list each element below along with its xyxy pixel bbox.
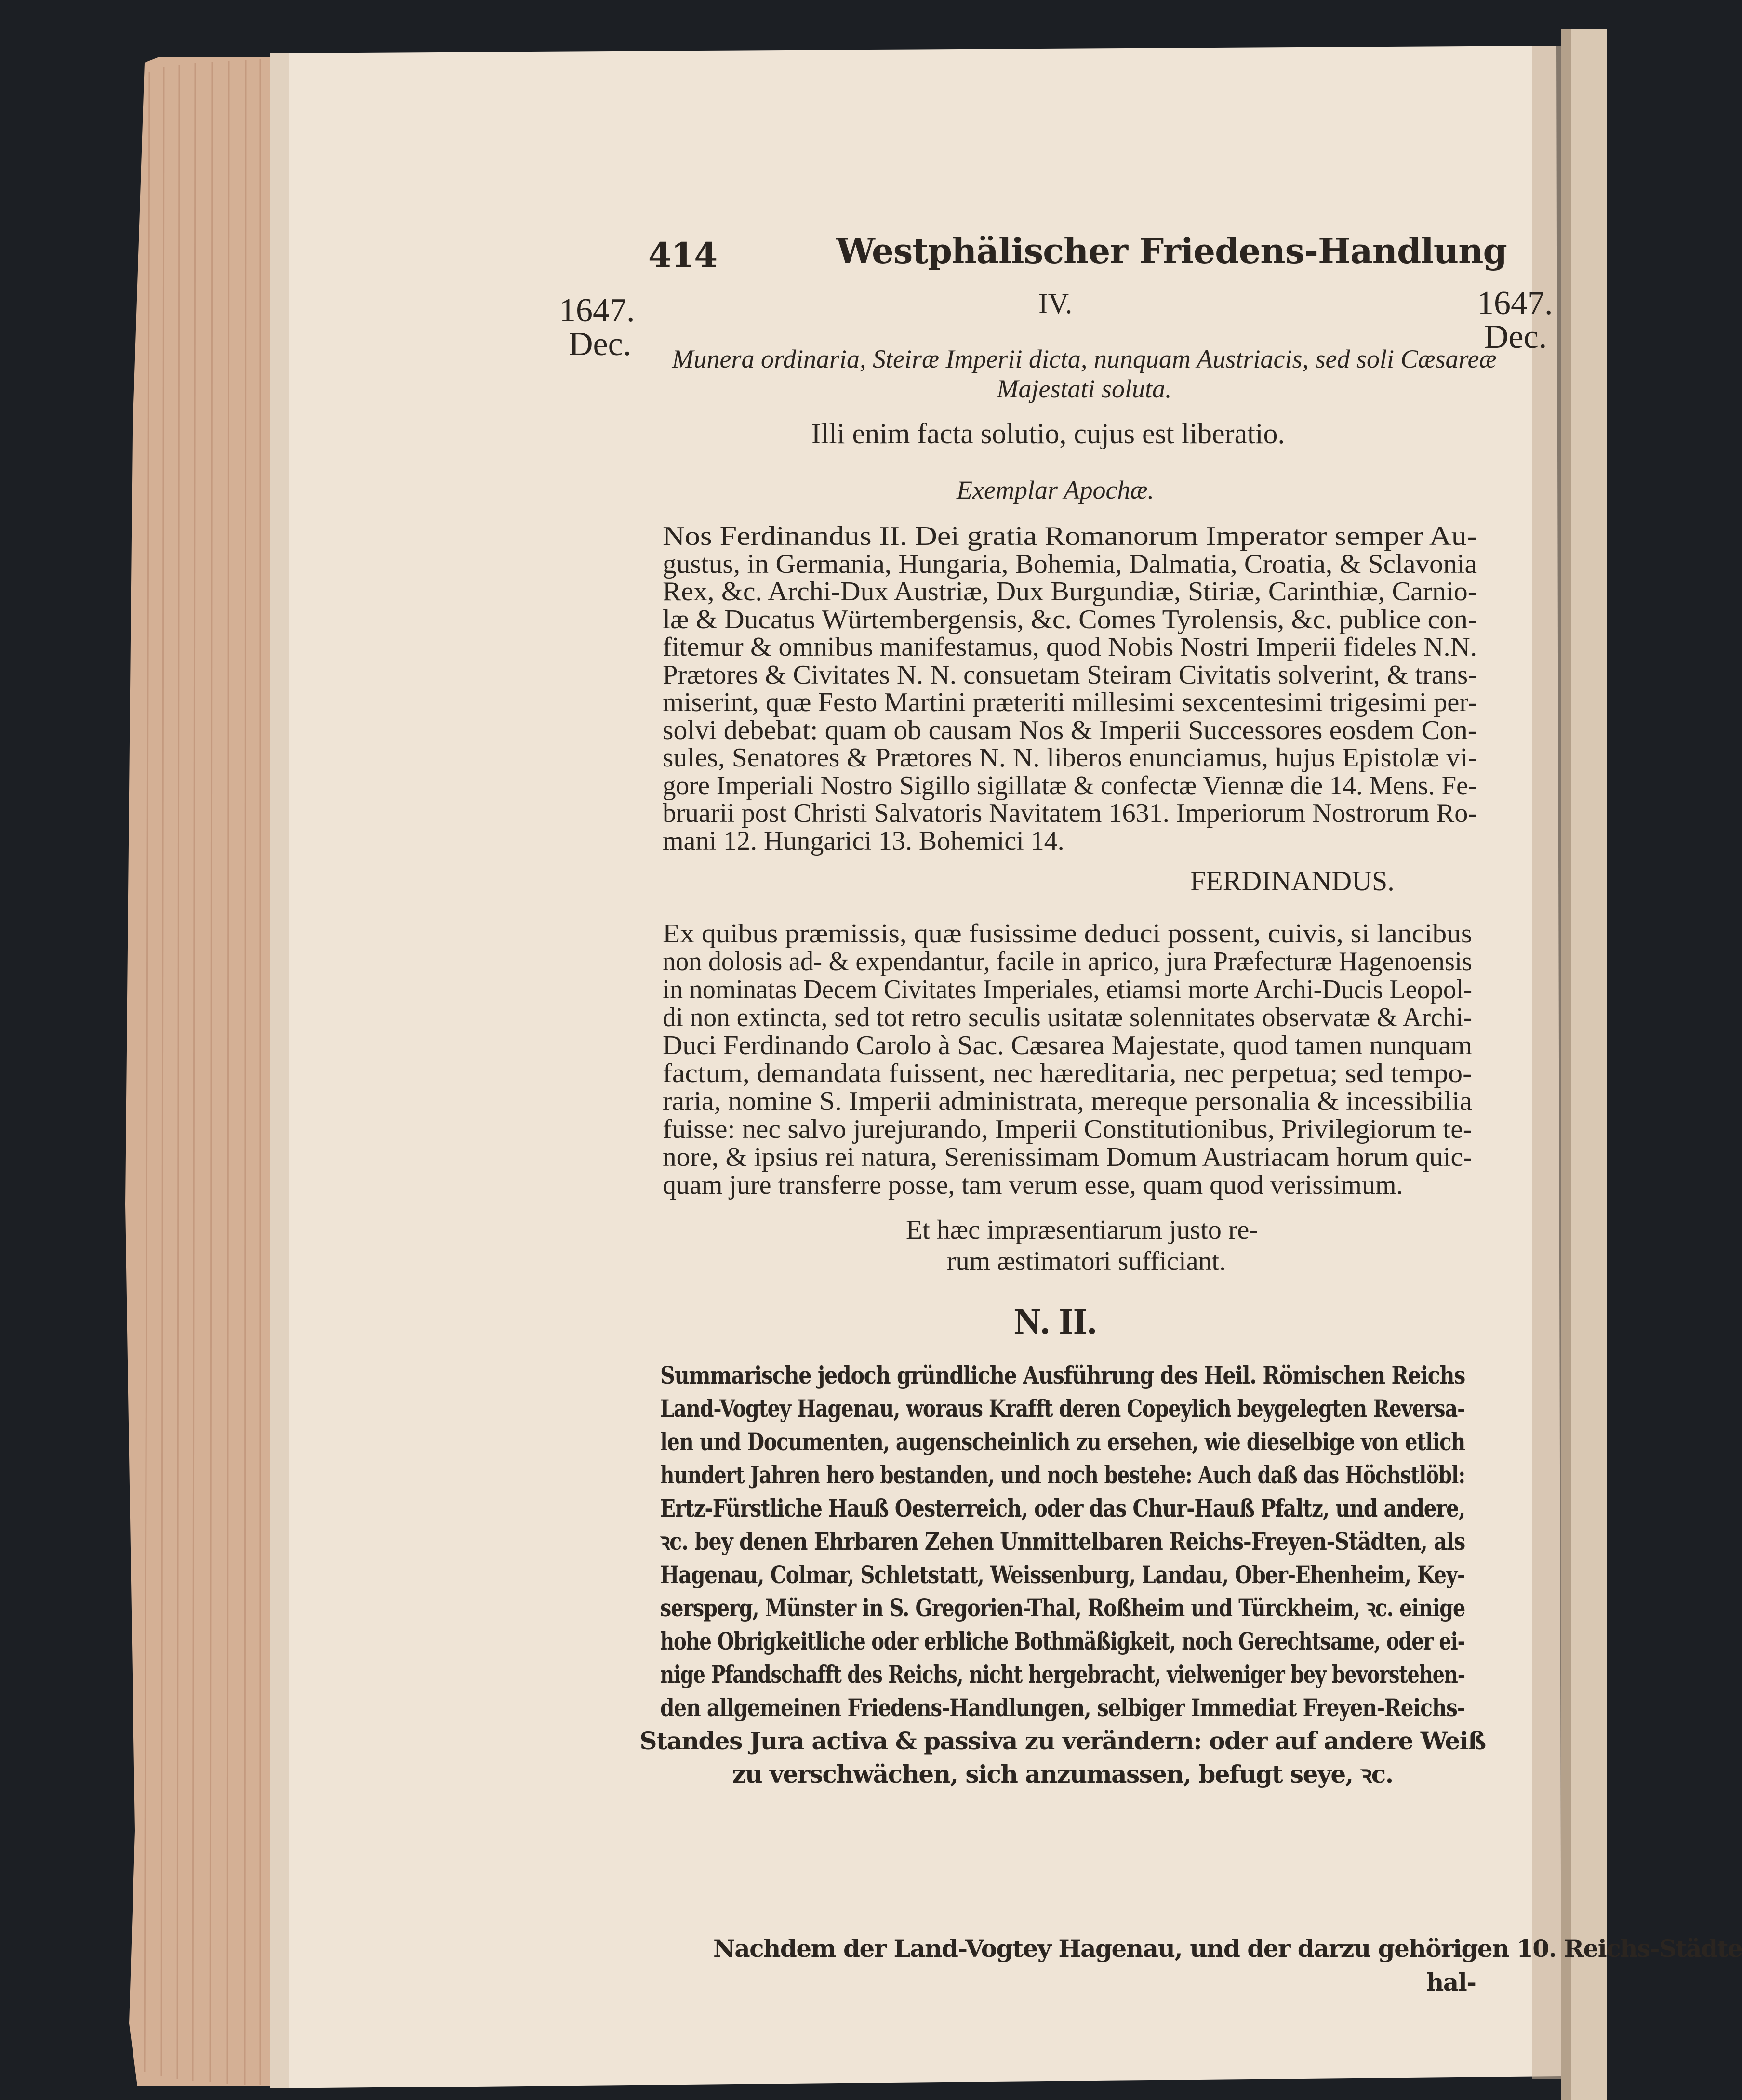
conclusion-line: fuisse: nec salvo jurejurando, Imperii Constitutionibus, Privilegiorum te- [663, 1114, 1472, 1144]
section-numeral: IV. [1038, 288, 1073, 319]
fraktur-title-line: hohe Obrigkeitliche oder erbliche Bothmäßigkeit, noch Gerechtsame, oder ei- [660, 1627, 1465, 1655]
signature: FERDINANDUS. [1190, 865, 1395, 897]
margin-month-left: Dec. [569, 326, 632, 363]
motto: Illi enim facta solutio, cujus est liberatio. [811, 418, 1285, 449]
running-title: Westphälischer Friedens-Handlung [836, 230, 1507, 271]
apocha-line: sules, Senatores & Prætores N. N. liberos enunciamus, hujus Epistolæ vi- [663, 743, 1477, 773]
fraktur-title-line: hundert Jahren hero bestanden, und noch bestehe: Auch daß das Höchstlöbl: [660, 1461, 1465, 1489]
conclusion-line: in nominatas Decem Civitates Imperiales, etiamsi morte Archi-Ducis Leopol- [663, 975, 1472, 1004]
fraktur-title-line: den allgemeinen Friedens-Handlungen, selbiger Immediat Freyen-Reichs- [660, 1693, 1465, 1722]
apocha-line: solvi debebat: quam ob causam Nos & Imperii Successores eosdem Con- [663, 715, 1477, 745]
conclusion-line: factum, demandata fuissent, nec hæreditaria, nec perpetua; sed tempo- [663, 1058, 1472, 1088]
section-heading-nii: N. II. [1014, 1301, 1097, 1342]
fraktur-title-line: sersperg, Münster in S. Gregorien-Thal, Roßheim und Türckheim, ꝛc. einige [660, 1594, 1465, 1622]
fraktur-title-line: len und Documenten, augenscheinlich zu ersehen, wie dieselbige von etlich [660, 1427, 1465, 1456]
fraktur-title-line: nige Pfandschafft des Reichs, nicht hergebracht, vielweniger bey bevorstehen- [660, 1660, 1465, 1689]
conclusion-line: non dolosis ad- & expendantur, facile in aprico, jura Præfecturæ Hagenoensis [663, 947, 1472, 977]
opening-line: Nachdem der Land-Vogtey Hagenau, und der darzu gehörigen 10. Reichs-Städte [713, 1934, 1742, 1963]
conclusion-line: Ex quibus præmissis, quæ fusissime deduci possent, cuivis, si lancibus [663, 919, 1472, 949]
catchword: hal- [1426, 1968, 1476, 1996]
apocha-line: gore Imperiali Nostro Sigillo sigillatæ & confectæ Viennæ die 14. Mens. Fe- [663, 770, 1477, 801]
margin-year-left: 1647. [559, 292, 635, 329]
apocha-line: læ & Ducatus Würtembergensis, &c. Comes Tyrolensis, &c. publice con- [663, 604, 1477, 634]
fraktur-title-line: Land-Vogtey Hagenau, woraus Krafft deren Copeylich beygelegten Reversa- [660, 1394, 1465, 1423]
fraktur-title-line: Summarische jedoch gründliche Ausführung des Heil. Römischen Reichs [660, 1361, 1465, 1389]
conclusion-line: raria, nomine S. Imperii administrata, mereque personalia & incessibilia [663, 1086, 1472, 1116]
fraktur-title-line: zu verschwächen, sich anzumassen, befugt seye, ꝛc. [732, 1760, 1393, 1788]
closing-line-2: rum æstimatori sufficiant. [947, 1246, 1226, 1276]
apocha-line: fitemur & omnibus manifestamus, quod Nobis Nostri Imperii fideles N.N. [663, 632, 1477, 662]
conclusion-line: quam jure transferre posse, tam verum esse, quam quod verissimum. [663, 1170, 1403, 1200]
conclusion-line: Duci Ferdinando Carolo à Sac. Cæsarea Majestate, quod tamen nunquam [663, 1030, 1472, 1060]
exemplar-heading: Exemplar Apochæ. [957, 475, 1154, 504]
conclusion-line: di non extincta, sed tot retro seculis usitatæ solennitates observatæ & Archi- [663, 1003, 1472, 1032]
margin-year-right: 1647. [1477, 285, 1553, 322]
section-subtitle-line-1: Munera ordinaria, Steiræ Imperii dicta, nunquam Austriacis, sed soli Cæsareæ [672, 344, 1497, 373]
closing-line-1: Et hæc impræsentiarum justo re- [906, 1215, 1258, 1245]
fraktur-title-line: Hagenau, Colmar, Schletstatt, Weissenburg, Landau, Ober-Ehenheim, Key- [660, 1560, 1465, 1589]
apocha-line: Prætores & Civitates N. N. consuetam Steiram Civitatis solverint, & trans- [663, 660, 1477, 690]
apocha-line: miserint, quæ Festo Martini præteriti millesimi sexcentesimi trigesimi per- [663, 687, 1477, 717]
margin-month-right: Dec. [1484, 318, 1547, 356]
fraktur-title-line: ꝛc. bey denen Ehrbaren Zehen Unmittelbaren Reichs-Freyen-Städten, als [660, 1527, 1465, 1556]
section-subtitle-line-2: Majestati soluta. [997, 374, 1172, 403]
fraktur-title-line: Standes Jura activa & passiva zu verändern: oder auf andere Weiß [639, 1727, 1486, 1755]
apocha-line: bruarii post Christi Salvatoris Navitatem 1631. Imperiorum Nostrorum Ro- [663, 798, 1477, 828]
conclusion-line: nore, & ipsius rei natura, Serenissimam Domum Austriacam horum quic- [663, 1142, 1472, 1172]
apocha-line: Nos Ferdinandus II. Dei gratia Romanorum Imperator semper Au- [663, 521, 1477, 551]
page-number: 414 [648, 235, 718, 275]
apocha-line: Rex, &c. Archi-Dux Austriæ, Dux Burgundiæ, Stiriæ, Carinthiæ, Carnio- [663, 577, 1477, 607]
apocha-line: mani 12. Hungarici 13. Bohemici 14. [663, 826, 1064, 856]
apocha-line: gustus, in Germania, Hungaria, Bohemia, Dalmatia, Croatia, & Sclavonia [663, 549, 1477, 579]
fraktur-title-line: Ertz-Fürstliche Hauß Oesterreich, oder das Chur-Hauß Pfaltz, und andere, [660, 1494, 1465, 1522]
